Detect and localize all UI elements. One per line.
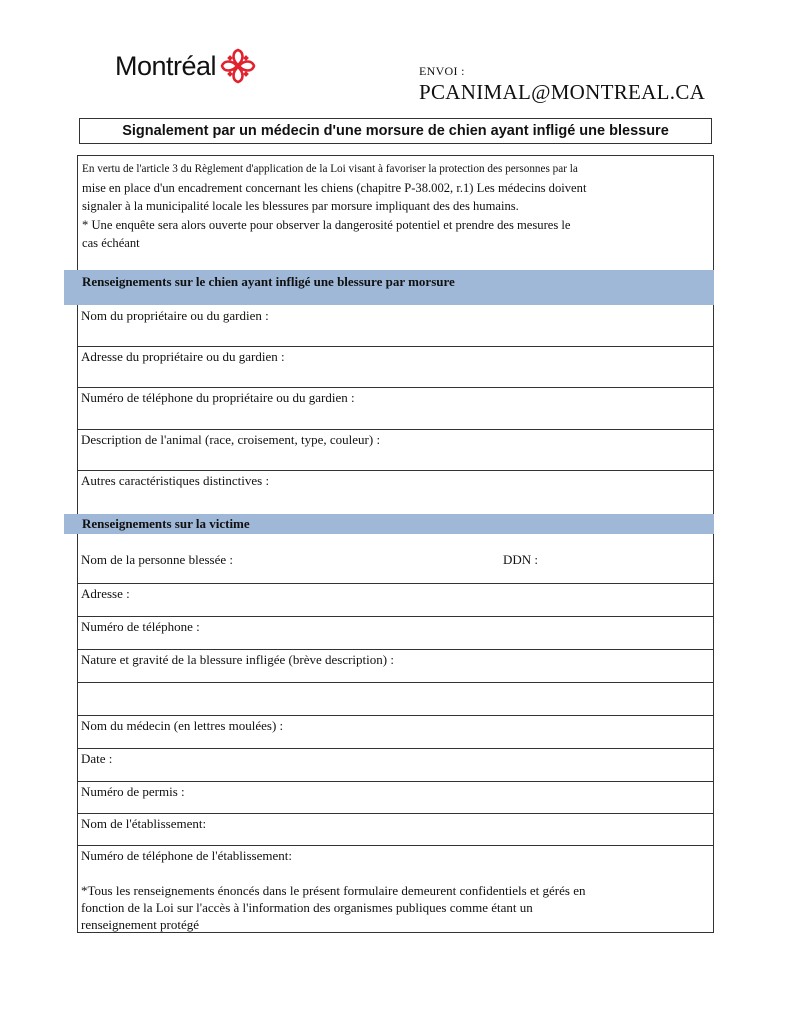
victim-name-field[interactable] bbox=[78, 534, 713, 584]
owner-address-label: Adresse du propriétaire ou du gardien : bbox=[81, 349, 285, 364]
victim-address-field[interactable] bbox=[78, 583, 713, 617]
establishment-name-field[interactable] bbox=[78, 813, 713, 846]
intro-line-2: mise en place d'un encadrement concernant les chiens (chapitre P-38.002, r.1) Les médecins doivent bbox=[82, 180, 587, 195]
dog-section-header bbox=[64, 270, 714, 305]
confidentiality-note bbox=[81, 882, 701, 933]
note-line-3: renseignement protégé bbox=[81, 917, 200, 932]
form-title-box bbox=[79, 118, 712, 144]
send-to-email: PCANIMAL@MONTREAL.CA bbox=[419, 80, 706, 104]
establishment-name-label: Nom de l'établissement: bbox=[81, 816, 207, 831]
permit-number-field[interactable] bbox=[78, 781, 713, 814]
owner-phone-field[interactable] bbox=[78, 387, 713, 430]
doctor-name-label: Nom du médecin (en lettres moulées) : bbox=[81, 718, 284, 733]
montreal-rosette-icon bbox=[218, 46, 258, 86]
report-form bbox=[77, 155, 714, 933]
owner-phone-label: Numéro de téléphone du propriétaire ou du gardien : bbox=[81, 390, 355, 405]
note-line-1: *Tous les renseignements énoncés dans le présent formulaire demeurent confidentiels et gérés en bbox=[81, 883, 586, 898]
establishment-phone-label: Numéro de téléphone de l'établissement: bbox=[81, 848, 292, 863]
injury-description-label: Nature et gravité de la blessure infligée (brève description) : bbox=[81, 652, 394, 667]
victim-address-label: Adresse : bbox=[81, 586, 130, 601]
victim-name-label: Nom de la personne blessée : bbox=[81, 552, 233, 567]
intro-line-3: signaler à la municipalité locale les blessures par morsure impliquant des des humains. bbox=[82, 199, 519, 213]
intro-line-4: * Une enquête sera alors ouverte pour observer la dangerosité potentiel et prendre des mesures le bbox=[82, 217, 571, 232]
victim-section-title: Renseignements sur la victime bbox=[82, 516, 250, 531]
dog-section-title: Renseignements sur le chien ayant infligé une blessure par morsure bbox=[82, 274, 455, 289]
owner-name-field[interactable] bbox=[78, 305, 713, 347]
victim-section-header bbox=[64, 514, 714, 534]
note-line-2: fonction de la Loi sur l'accès à l'information des organismes publiques comme étant un bbox=[81, 900, 533, 915]
montreal-logo bbox=[115, 44, 283, 88]
form-title: Signalement par un médecin d'une morsure de chien ayant infligé une blessure bbox=[122, 123, 669, 139]
victim-phone-label: Numéro de téléphone : bbox=[81, 619, 200, 634]
injury-description-continued-field[interactable] bbox=[78, 682, 713, 716]
logo-text: Montréal bbox=[115, 50, 217, 81]
ddn-label: DDN : bbox=[503, 552, 539, 567]
intro-line-5: cas échéant bbox=[82, 236, 140, 250]
owner-name-label: Nom du propriétaire ou du gardien : bbox=[81, 308, 269, 323]
send-to-label: ENVOI : bbox=[419, 64, 465, 78]
animal-description-label: Description de l'animal (race, croisement, type, couleur) : bbox=[81, 432, 381, 447]
intro-line-1: En vertu de l'article 3 du Règlement d'application de la Loi visant à favoriser la protection des personnes par la bbox=[82, 163, 578, 175]
doctor-name-field[interactable] bbox=[78, 715, 713, 749]
date-label: Date : bbox=[81, 751, 113, 766]
distinctive-features-label: Autres caractéristiques distinctives : bbox=[81, 473, 270, 488]
establishment-phone-field[interactable] bbox=[78, 845, 713, 875]
distinctive-features-field[interactable] bbox=[78, 470, 713, 514]
date-field[interactable] bbox=[78, 748, 713, 782]
owner-address-field[interactable] bbox=[78, 346, 713, 388]
permit-number-label: Numéro de permis : bbox=[81, 784, 185, 799]
injury-description-field[interactable] bbox=[78, 649, 713, 683]
animal-description-field[interactable] bbox=[78, 429, 713, 471]
victim-phone-field[interactable] bbox=[78, 616, 713, 650]
intro-text bbox=[78, 156, 713, 271]
